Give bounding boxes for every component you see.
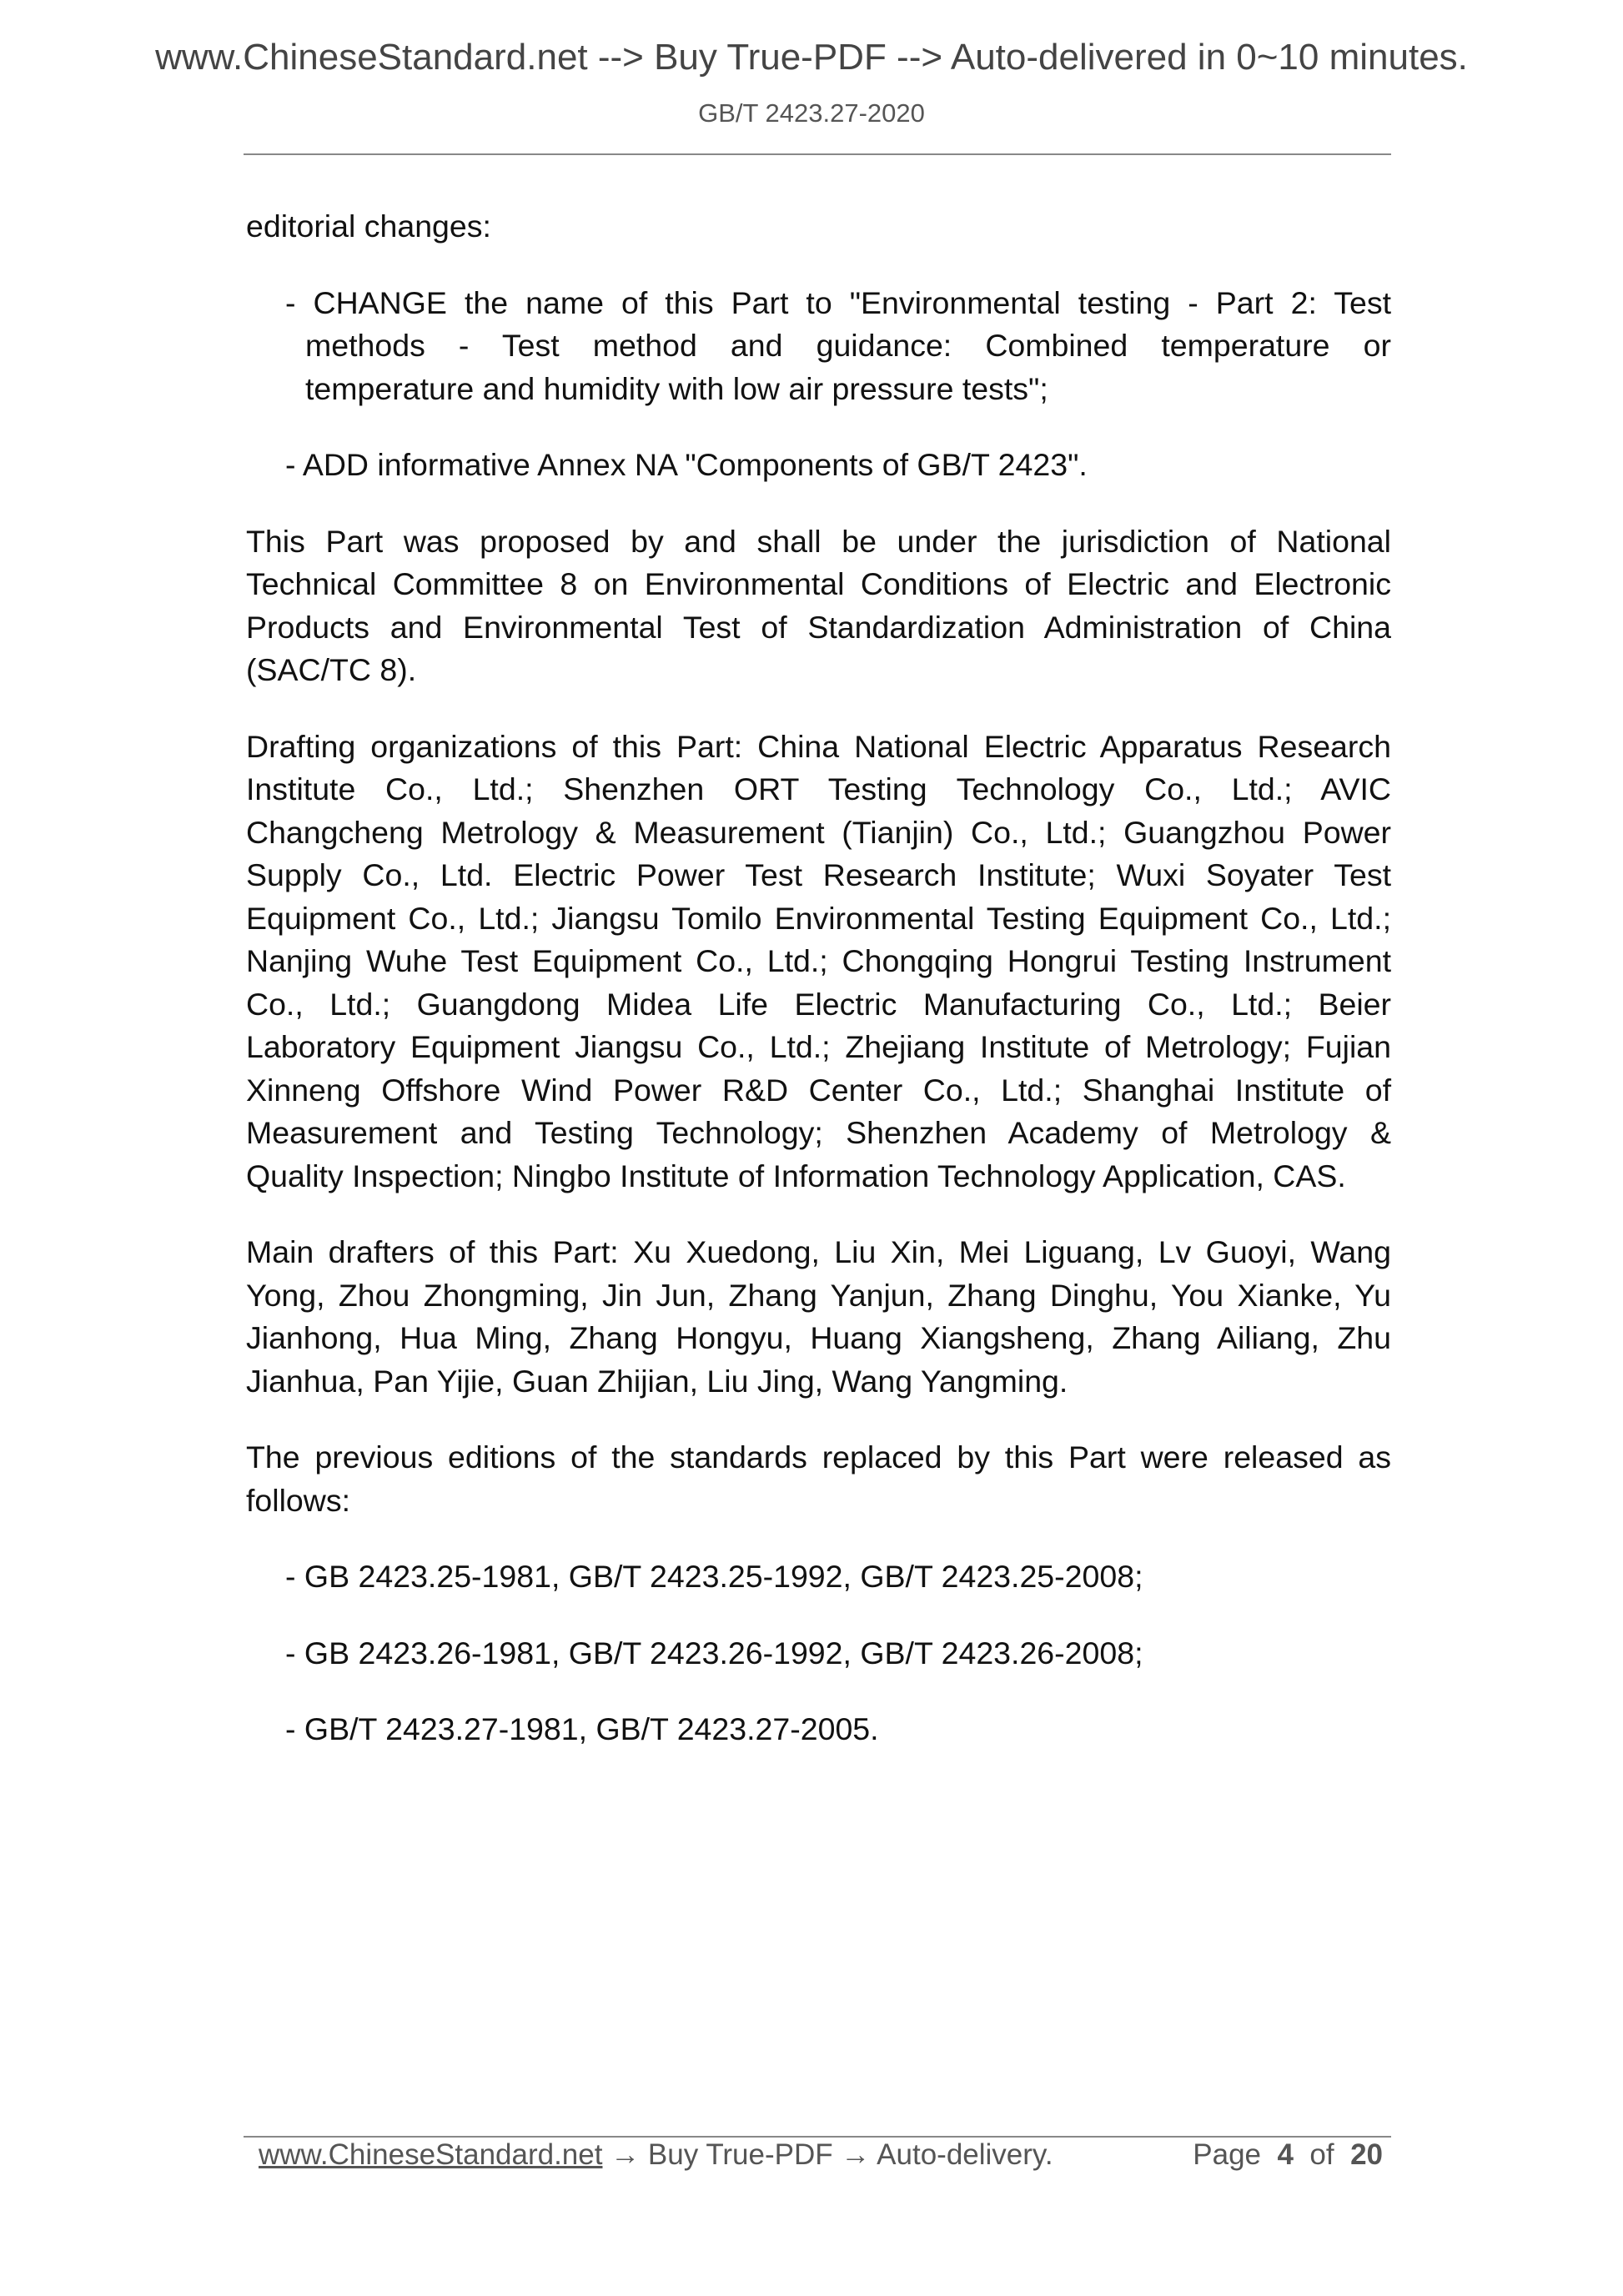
footer-tagline-text: → Buy True-PDF → Auto-delivery. (602, 2138, 1053, 2171)
text-line: Institute Co., Ltd.; Shenzhen ORT Testing Technology Co., Ltd.; AVIC (246, 771, 1391, 806)
text-line: Nanjing Wuhe Test Equipment Co., Ltd.; Chongqing Hongrui Testing Instrument (246, 943, 1391, 978)
edition-item (246, 1632, 1391, 1676)
text-line: Equipment Co., Ltd.; Jiangsu Tomilo Environmental Testing Equipment Co., Ltd.; (246, 900, 1391, 936)
text-line: - GB 2423.26-1981, GB/T 2423.26-1992, GB/T 2423.26-2008; (285, 1635, 1143, 1671)
edition-item (246, 1708, 1391, 1751)
text-line: methods - Test method and guidance: Combined temperature or (305, 328, 1391, 363)
footer-divider (244, 2136, 1391, 2138)
text-line: Quality Inspection; Ningbo Institute of Information Technology Application, CAS. (246, 1158, 1346, 1193)
text-line: Measurement and Testing Technology; Shenzhen Academy of Metrology & (246, 1115, 1391, 1150)
text-line: Xinneng Offshore Wind Power R&D Center Co., Ltd.; Shanghai Institute of (246, 1072, 1391, 1108)
text-line: Changcheng Metrology & Measurement (Tianjin) Co., Ltd.; Guangzhou Power (246, 814, 1391, 850)
text-line: - CHANGE the name of this Part to "Environmental testing - Part 2: Test (285, 284, 1391, 320)
page-number: 4 (1277, 2138, 1294, 2171)
text-line: Co., Ltd.; Guangdong Midea Life Electric Manufacturing Co., Ltd.; Beier (246, 986, 1391, 1022)
page-body (246, 205, 1391, 1785)
edition-item (246, 1555, 1391, 1599)
text-line: Supply Co., Ltd. Electric Power Test Research Institute; Wuxi Soyater Test (246, 857, 1391, 892)
text-line: The previous editions of the standards replaced by this Part were released as (246, 1439, 1391, 1475)
drafting-organizations-paragraph (246, 726, 1391, 1198)
text-line: Drafting organizations of this Part: China National Electric Apparatus Research (246, 728, 1391, 764)
text-line: follows: (246, 1482, 351, 1518)
footer-tagline (259, 2138, 1053, 2172)
standard-number: GB/T 2423.27-2020 (698, 98, 925, 128)
text-line: Laboratory Equipment Jiangsu Co., Ltd.; Zhejiang Institute of Metrology; Fujian (246, 1029, 1391, 1064)
text-line: Technical Committee 8 on Environmental Conditions of Electric and Electronic (246, 566, 1391, 601)
proposal-paragraph (246, 520, 1391, 692)
bullet-add (246, 444, 1391, 487)
text-line: Jianhong, Hua Ming, Zhang Hongyu, Huang Xiangsheng, Zhang Ailiang, Zhu (246, 1320, 1391, 1355)
text-line: - GB 2423.25-1981, GB/T 2423.25-1992, GB/T 2423.25-2008; (285, 1559, 1143, 1594)
text-line: - GB/T 2423.27-1981, GB/T 2423.27-2005. (285, 1711, 879, 1746)
page-label: Page (1193, 2138, 1262, 2171)
text-line: temperature and humidity with low air pressure tests"; (305, 370, 1048, 406)
footer (259, 2138, 1383, 2172)
text-line: (SAC/TC 8). (246, 652, 417, 687)
page-indicator (1193, 2138, 1383, 2172)
intro-paragraph (246, 205, 1391, 249)
text-line: This Part was proposed by and shall be under the jurisdiction of National (246, 523, 1391, 559)
text-line: Yong, Zhou Zhongming, Jin Jun, Zhang Yanjun, Zhang Dinghu, You Xianke, Yu (246, 1277, 1391, 1313)
text-line: - ADD informative Annex NA "Components of GB/T 2423". (285, 447, 1088, 482)
header-banner: www.ChineseStandard.net --> Buy True-PDF --> Auto-delivered in 0~10 minutes. (155, 37, 1468, 78)
text-line: Jianhua, Pan Yijie, Guan Zhijian, Liu Jing, Wang Yangming. (246, 1363, 1068, 1399)
text-line: editorial changes: (246, 208, 491, 244)
previous-editions-paragraph (246, 1436, 1391, 1522)
text-line: Products and Environmental Test of Standardization Administration of China (246, 609, 1391, 645)
text-line: Main drafters of this Part: Xu Xuedong, Liu Xin, Mei Liguang, Lv Guoyi, Wang (246, 1234, 1391, 1269)
header-divider (244, 153, 1391, 155)
drafters-paragraph (246, 1231, 1391, 1403)
footer-link[interactable]: www.ChineseStandard.net (259, 2138, 603, 2171)
total-pages: 20 (1350, 2138, 1383, 2171)
bullet-change (246, 282, 1391, 411)
of-label: of (1309, 2138, 1334, 2171)
